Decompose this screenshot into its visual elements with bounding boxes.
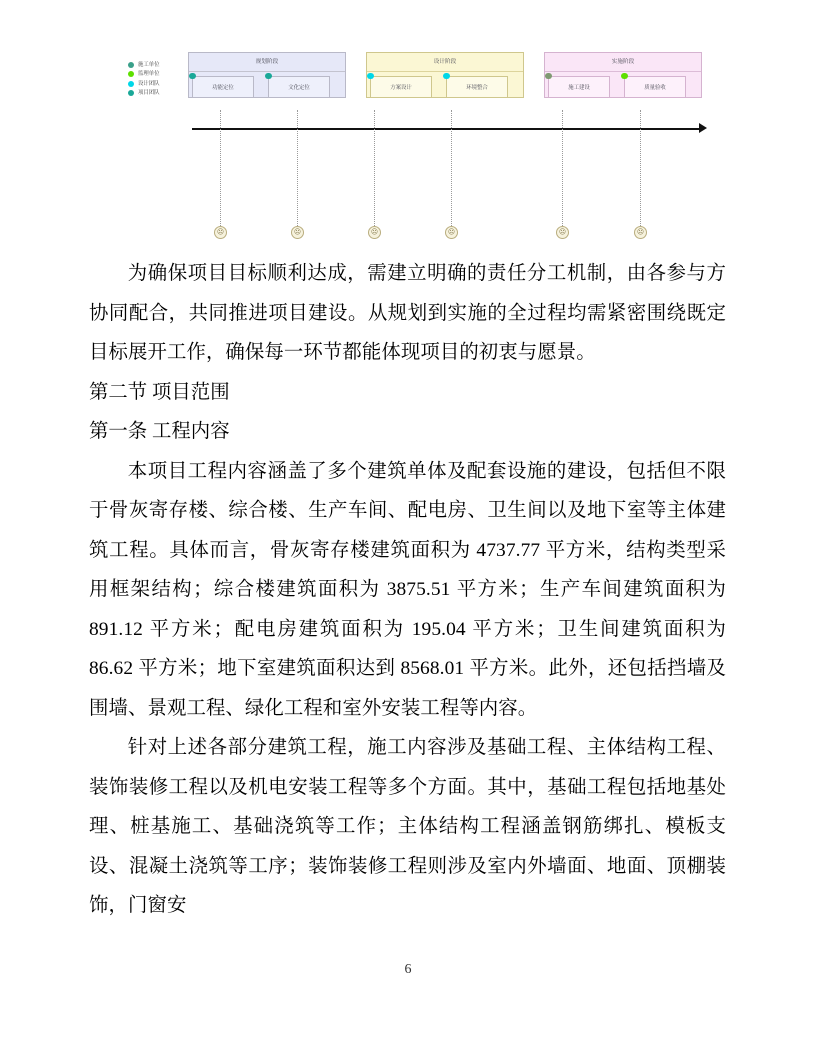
phase-title: 实施阶段 bbox=[545, 53, 701, 72]
marker-drop-line bbox=[640, 110, 641, 232]
construction-paragraph: 针对上述各部分建筑工程，施工内容涉及基础工程、主体结构工程、装饰装修工程以及机电安装工程等多个方面。其中，基础工程包括地基处理、桩基施工、基础浇筑等工作；主体结构工程涵盖钢筋绑扎、模板支设、混凝土浇筑等工序；装饰装修工程则涉及室内外墙面、地面、顶棚装饰，门窗安 bbox=[89, 737, 726, 916]
phase-step-box[interactable] bbox=[268, 76, 330, 98]
timeline-marker[interactable] bbox=[445, 226, 458, 239]
legend-dot-icon bbox=[128, 90, 134, 96]
phase-step-box[interactable] bbox=[548, 76, 610, 98]
phase-title: 规划阶段 bbox=[189, 53, 345, 72]
phase-step-label: 文化定位 bbox=[288, 85, 310, 91]
timeline-marker-glyph: ☹ bbox=[370, 228, 379, 236]
legend-item-label: 设计团队 bbox=[138, 80, 160, 87]
page-number: 6 bbox=[404, 962, 412, 977]
timeline-arrow-icon bbox=[699, 123, 707, 133]
section-heading: 第二节 项目范围 bbox=[89, 381, 230, 403]
article-heading: 第一条 工程内容 bbox=[89, 421, 230, 442]
phase-step-dot-icon bbox=[443, 73, 450, 80]
phase-step-label: 环境整合 bbox=[466, 85, 488, 91]
marker-drop-line bbox=[451, 110, 452, 232]
timeline-marker-glyph: ☹ bbox=[636, 228, 645, 236]
phase-step-box[interactable] bbox=[624, 76, 686, 98]
phase-step-label: 质量验收 bbox=[644, 85, 666, 91]
phase-step-dot-icon bbox=[367, 73, 374, 80]
timeline-marker[interactable] bbox=[634, 226, 647, 239]
phase-body bbox=[189, 72, 345, 98]
marker-drop-line bbox=[220, 110, 221, 232]
timeline-marker[interactable] bbox=[556, 226, 569, 239]
timeline-marker[interactable] bbox=[368, 226, 381, 239]
legend-dot-icon bbox=[128, 81, 134, 87]
legend-item-label: 项目团队 bbox=[138, 90, 160, 97]
figure-legend bbox=[128, 60, 190, 98]
phase-step-dot-icon bbox=[545, 73, 552, 80]
legend-item bbox=[128, 60, 190, 70]
phase-step-label: 功能定位 bbox=[212, 85, 234, 91]
timeline-marker[interactable] bbox=[291, 226, 304, 239]
phase-step-box[interactable] bbox=[446, 76, 508, 98]
scope-paragraph: 本项目工程内容涵盖了多个建筑单体及配套设施的建设，包括但不限于骨灰寄存楼、综合楼、生产车间、配电房、卫生间以及地下室等主体建筑工程。具体而言，骨灰寄存楼建筑面积为 4737.77 平方米，结构类型采用框架结构；综合楼建筑面积为 3875.51 平方米；生产车间建筑面积为 891.12 平方米；配电房建筑面积为 195.04 平方米；卫生间建筑面积为 86.62 平方米；地下室建筑面积达到 8568.01 平方米。此外，还包括挡墙及围墙、景观工程、绿化工程和室外安装工程等内容。 bbox=[89, 460, 726, 719]
phase-step-dot-icon bbox=[189, 73, 196, 80]
legend-item-label: 监理单位 bbox=[138, 71, 160, 78]
phase-step-label: 方案设计 bbox=[390, 85, 412, 91]
intro-paragraph: 为确保项目目标顺利达成，需建立明确的责任分工机制，由各参与方协同配合，共同推进项目建设。从规划到实施的全过程均需紧密围绕既定目标展开工作，确保每一环节都能体现项目的初衷与愿景。 bbox=[89, 263, 726, 363]
document-body bbox=[89, 254, 726, 926]
phase-group-design bbox=[366, 52, 524, 98]
phase-step-box[interactable] bbox=[192, 76, 254, 98]
marker-drop-line bbox=[562, 110, 563, 232]
phase-step-dot-icon bbox=[265, 73, 272, 80]
phase-step-dot-icon bbox=[621, 73, 628, 80]
project-phase-timeline-figure bbox=[110, 52, 710, 252]
phase-body bbox=[367, 72, 523, 98]
phase-title: 设计阶段 bbox=[367, 53, 523, 72]
timeline-marker-glyph: ☹ bbox=[558, 228, 567, 236]
timeline-marker-glyph: ☹ bbox=[216, 228, 225, 236]
timeline-axis bbox=[192, 128, 699, 130]
legend-item-label: 施工单位 bbox=[138, 61, 160, 68]
phase-step-label: 施工建设 bbox=[568, 85, 590, 91]
marker-drop-line bbox=[297, 110, 298, 232]
timeline-marker-glyph: ☹ bbox=[447, 228, 456, 236]
phase-group-planning bbox=[188, 52, 346, 98]
legend-item bbox=[128, 79, 190, 89]
timeline-marker-glyph: ☹ bbox=[293, 228, 302, 236]
legend-item bbox=[128, 70, 190, 80]
phase-body bbox=[545, 72, 701, 98]
timeline-marker[interactable] bbox=[214, 226, 227, 239]
legend-dot-icon bbox=[128, 71, 134, 77]
phase-group-implementation bbox=[544, 52, 702, 98]
legend-item bbox=[128, 89, 190, 99]
phase-step-box[interactable] bbox=[370, 76, 432, 98]
legend-dot-icon bbox=[128, 62, 134, 68]
marker-drop-line bbox=[374, 110, 375, 232]
